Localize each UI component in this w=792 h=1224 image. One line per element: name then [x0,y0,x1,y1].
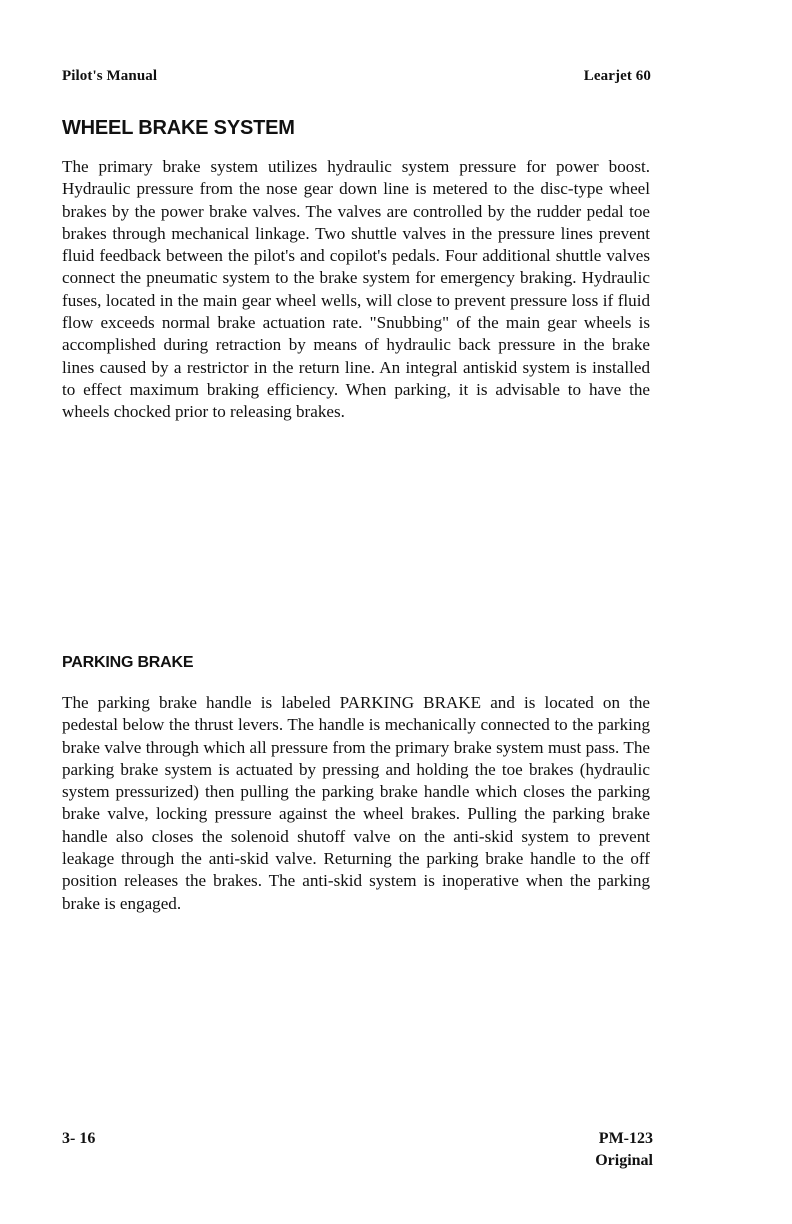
document-number: PM-123 [598,1130,653,1147]
running-header-right: Learjet 60 [583,68,651,84]
section-title-wheel-brake-system: WHEEL BRAKE SYSTEM [62,117,295,139]
revision-label: Original [595,1152,653,1169]
footer-doc-info [595,1128,653,1172]
paragraph-wheel-brake-system: The primary brake system utilizes hydraulic system pressure for power boost. Hydraulic pressure from the nose gear down line is metered to the disc-type wheel brakes by the power brake valves. The valves are controlled by the rudder pedal toe brakes through mechanical linkage. Two shuttle valves in the pressure lines prevent fluid feedback between the pilot's and copilot's pedals. Four additional shuttle valves connect the pneumatic system to the brake system for emergency braking. Hydraulic fuses, located in the main gear wheel wells, will close to prevent pressure loss if fluid flow exceeds normal brake actuation rate. "Snubbing" of the main gear wheels is accomplished during retraction by means of hydraulic back pressure in the brake lines caused by a restrictor in the return line. An integral antiskid system is installed to effect maximum braking efficiency. When parking, it is advisable to have the wheels chocked prior to releasing brakes. [62,157,650,422]
page-number: 3- 16 [62,1130,96,1147]
running-header-left: Pilot's Manual [62,68,158,84]
paragraph-parking-brake: The parking brake handle is labeled PARKING BRAKE and is located on the pedestal below the thrust levers. The handle is mechanically connected to the parking brake valve through which all pressure from the primary brake system must pass. The parking brake system is actuated by pressing and holding the toe brakes (hydraulic system pressurized) then pulling the parking brake handle which closes the parking brake valve, locking pressure against the wheel brakes. Pulling the parking brake handle also closes the solenoid shutoff valve on the anti-skid system to prevent leakage through the anti-skid valve. Returning the parking brake handle to the off position releases the brakes. The anti-skid system is inoperative when the parking brake is engaged. [62,693,650,913]
section-title-parking-brake: PARKING BRAKE [62,654,194,671]
